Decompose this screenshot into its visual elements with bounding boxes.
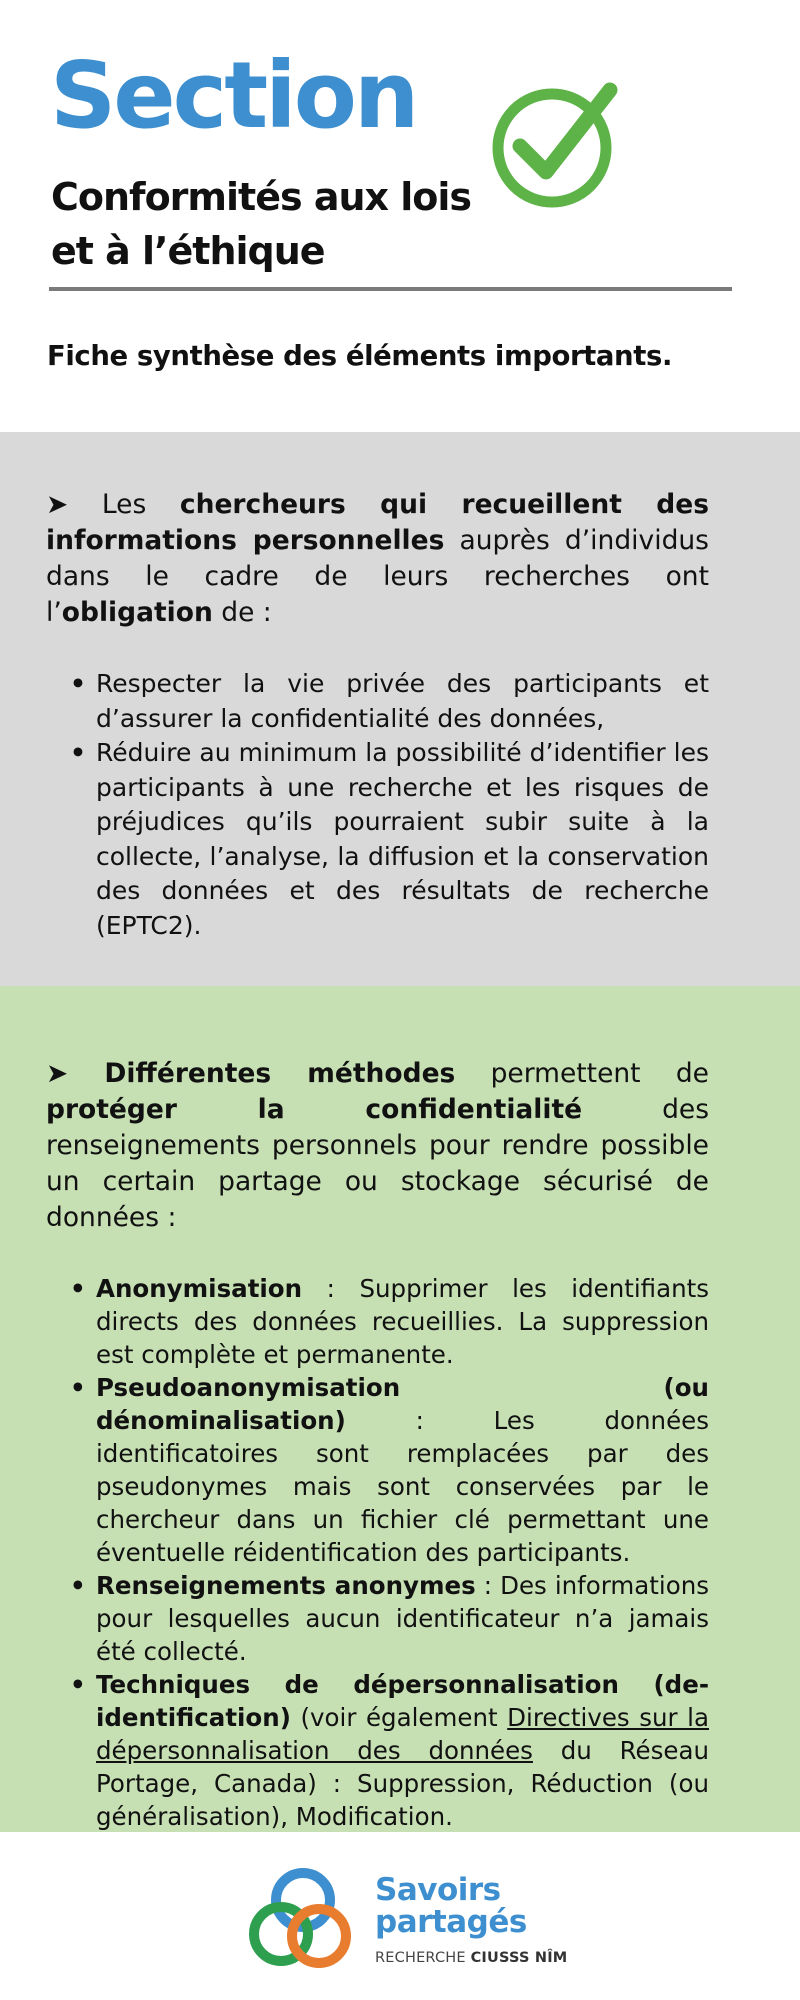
body-text: du Réseau Portage, Canada) : Suppression, Réduction (ou généralisation), Modification. (96, 1736, 709, 1831)
emphasis-text: Techniques de dépersonnalisation (de-identification) (96, 1670, 709, 1732)
emphasis-text: Renseignements anonymes (96, 1571, 476, 1600)
subtitle-line-2: et à l’éthique (51, 229, 325, 273)
methods-list (46, 1272, 709, 1833)
body-text: auprès d’individus dans le cadre de leurs recherches ont l’ (46, 525, 709, 628)
org-bold: CIUSSS NÎM (470, 1950, 568, 1966)
obligations-intro (46, 432, 709, 631)
emphasis-text: Anonymisation (96, 1274, 303, 1303)
body-text: Réduire au minimum la possibilité d’identifier les participants à une recherche et les risques de préjudices qu’ils pourraient subir suite à la collecte, l’analyse, la diffusion et la conservation des données et des résultats de recherche (EPTC2). (96, 738, 709, 940)
body-text: permettent de (455, 1058, 709, 1089)
brand-line-2: partagés (375, 1904, 527, 1940)
brand-name (375, 1874, 527, 1938)
obligations-list (46, 667, 709, 943)
body-text: : Des informations pour lesquelles aucun identificateur n’a jamais été collecté. (96, 1571, 709, 1666)
emphasis-text: Pseudoanonymisation (ou dénominalisation) (96, 1373, 709, 1435)
footer (0, 1832, 800, 2000)
body-text: : Les données identificatoires sont remplacées par des pseudonymes mais sont conservées par le chercheur dans un fichier clé permettant une éventuelle réidentification des participants. (96, 1406, 709, 1567)
interlocking-rings-logo-icon (245, 1864, 355, 1974)
arrow-bullet-icon: ➤ (46, 1058, 69, 1089)
list-item (96, 736, 709, 943)
checkmark-icon (486, 80, 622, 210)
directives-link[interactable]: Directives sur la dépersonnalisation des données (96, 1703, 709, 1765)
emphasis-text: Différentes méthodes (68, 1058, 456, 1089)
emphasis-text: obligation (61, 597, 213, 628)
list-item (96, 1371, 709, 1569)
body-text: Respecter la vie privée des participants et d’assurer la confidentialité des données, (96, 669, 709, 733)
body-text: de : (212, 597, 272, 628)
confidentiality-methods-panel (0, 986, 800, 1832)
emphasis-text: chercheurs qui recueillent des informations personnelles (46, 489, 709, 556)
list-item (96, 1668, 709, 1833)
subtitle-line-1: Conformités aux lois (51, 175, 472, 219)
list-item (96, 1569, 709, 1668)
arrow-bullet-icon: ➤ (46, 489, 69, 520)
researcher-obligations-panel (0, 432, 800, 986)
section-title: Section (50, 42, 417, 149)
body-text: des renseignements personnels pour rendre possible un certain partage ou stockage sécurisé de données : (46, 1094, 710, 1233)
emphasis-text: protéger la confidentialité (46, 1094, 583, 1125)
methods-intro (46, 986, 709, 1236)
page-subtitle (51, 170, 511, 278)
body-text: Les (68, 489, 180, 520)
header (0, 0, 800, 432)
body-text: (voir également (290, 1703, 508, 1732)
list-item (96, 1272, 709, 1371)
org-prefix: RECHERCHE (375, 1950, 471, 1966)
tagline: Fiche synthèse des éléments importants. (47, 340, 672, 372)
body-text: : Supprimer les identifiants directs des données recueillies. La suppression est complète et permanente. (96, 1274, 709, 1369)
brand-line-1: Savoirs (375, 1872, 501, 1908)
header-divider (49, 287, 732, 291)
organization-name (375, 1950, 567, 1966)
list-item (96, 667, 709, 736)
